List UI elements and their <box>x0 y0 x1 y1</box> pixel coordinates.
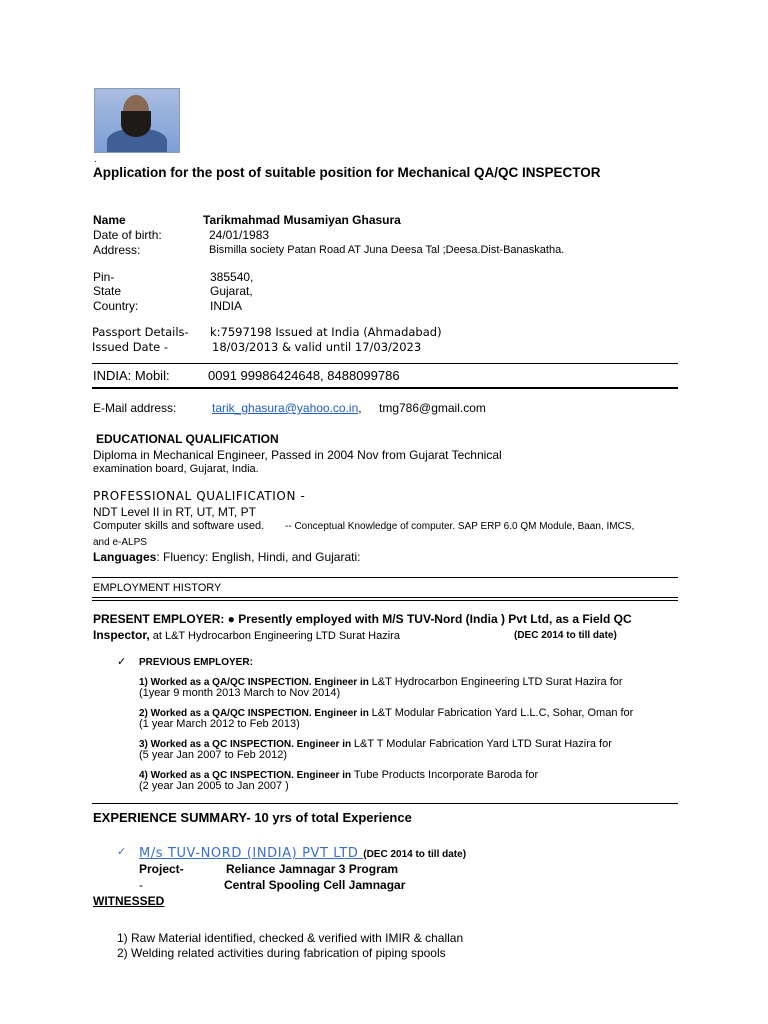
issued-value: 18/03/2013 & valid until 17/03/2023 <box>212 340 422 354</box>
previous-job-place: Tube Products Incorporate Baroda for <box>353 769 539 781</box>
previous-job-place: L&T Hydrocarbon Engineering LTD Surat Hazira for <box>371 676 623 688</box>
email-label: E-Mail address: <box>93 401 177 415</box>
education-heading: EDUCATIONAL QUALIFICATION <box>96 432 279 446</box>
country-value: INDIA <box>210 299 243 313</box>
email-link-1[interactable]: tarik_ghasura@yahoo.co.in <box>212 401 359 415</box>
issued-label: Issued Date - <box>92 340 168 354</box>
previous-job-role: 3) Worked as a QC INSPECTION. Engineer in <box>139 739 354 750</box>
education-line-2: examination board, Gujarat, India. <box>93 463 259 475</box>
passport-label: Passport Details- <box>92 325 189 339</box>
project-value: Reliance Jamnagar 3 Program <box>226 862 399 876</box>
divider <box>92 363 678 364</box>
divider <box>92 600 678 601</box>
present-employer-site: at L&T Hydrocarbon Engineering LTD Surat Hazira <box>149 630 400 642</box>
witnessed-item: 2) Welding related activities during fabrication of piping spools <box>117 946 446 960</box>
dob-value: 24/01/1983 <box>209 228 270 242</box>
present-employer-date: (DEC 2014 to till date) <box>514 630 617 641</box>
address-value: Bismilla society Patan Road AT Juna Deesa Tal ;Deesa.Dist-Banaskatha. <box>209 244 565 256</box>
checkmark-icon: ✓ <box>117 845 127 858</box>
previous-job-duration: (5 year Jan 2007 to Feb 2012) <box>139 749 287 761</box>
ndt-level: NDT Level II in RT, UT, MT, PT <box>93 505 256 519</box>
previous-job-duration: (2 year Jan 2005 to Jan 2007 ) <box>139 780 289 792</box>
previous-job-duration: (1year 9 month 2013 March to Nov 2014) <box>139 687 341 699</box>
project-dash: - <box>139 878 143 892</box>
previous-job-place: L&T T Modular Fabrication Yard LTD Surat Hazira for <box>353 738 612 750</box>
state-label: State <box>93 284 122 298</box>
company-date: (DEC 2014 to till date) <box>363 849 467 860</box>
previous-job-role: 2) Worked as a QA/QC INSPECTION. Engineer in <box>139 708 372 719</box>
name-label: Name <box>93 213 126 227</box>
languages-value: : Fluency: English, Hindi, and Gujarati: <box>156 550 361 564</box>
divider <box>92 577 678 578</box>
computer-skills-cont: and e-ALPS <box>93 537 147 548</box>
computer-skills-label: Computer skills and software used. <box>93 520 265 532</box>
employment-heading: EMPLOYMENT HISTORY <box>93 582 222 594</box>
passport-value: k:7597198 Issued at India (Ahmadabad) <box>210 325 442 339</box>
experience-heading: EXPERIENCE SUMMARY- 10 yrs of total Experience <box>93 810 412 825</box>
divider <box>92 387 678 389</box>
witnessed-heading: WITNESSED <box>93 894 165 908</box>
computer-skills-value: -- Conceptual Knowledge of computer. SAP ERP 6.0 QM Module, Baan, IMCS, <box>285 521 635 532</box>
project-label: Project- <box>139 862 184 876</box>
professional-heading: PROFESSIONAL QUALIFICATION - <box>93 489 306 503</box>
dob-label: Date of birth: <box>93 228 162 242</box>
previous-employer-heading: PREVIOUS EMPLOYER: <box>139 657 253 668</box>
witnessed-item: 1) Raw Material identified, checked & verified with IMIR & challan <box>117 931 464 945</box>
address-label: Address: <box>93 243 141 257</box>
previous-job-place: L&T Modular Fabrication Yard L.L.C, Sohar, Oman for <box>371 707 634 719</box>
present-employer-role: Inspector, <box>93 628 150 642</box>
email-2: tmg786@gmail.com <box>379 401 486 415</box>
education-line-1: Diploma in Mechanical Engineer, Passed in 2004 Nov from Gujarat Technical <box>93 448 502 462</box>
email-separator: , <box>358 401 362 415</box>
mobile-label: INDIA: Mobil: <box>93 368 170 383</box>
previous-job-duration: (1 year March 2012 to Feb 2013) <box>139 718 300 730</box>
dot-mark: . <box>94 154 97 165</box>
checkmark-icon: ✓ <box>117 655 127 668</box>
pin-value: 385540, <box>210 270 254 284</box>
country-label: Country: <box>93 299 139 313</box>
divider <box>92 597 678 598</box>
languages-label: Languages <box>93 550 157 564</box>
previous-job-role: 1) Worked as a QA/QC INSPECTION. Engineer in <box>139 677 372 688</box>
mobile-value: 0091 99986424648, 8488099786 <box>208 368 400 383</box>
previous-job-role: 4) Worked as a QC INSPECTION. Engineer in <box>139 770 354 781</box>
project-value-2: Central Spooling Cell Jamnagar <box>224 878 406 892</box>
present-employer: PRESENT EMPLOYER: ● Presently employed with M/S TUV-Nord (India ) Pvt Ltd, as a Field QC <box>93 612 632 626</box>
state-value: Gujarat, <box>210 284 253 298</box>
divider <box>92 803 678 804</box>
company-name: M/s TUV-NORD (INDIA) PVT LTD <box>139 846 364 861</box>
profile-photo <box>94 88 180 153</box>
name-value: Tarikmahmad Musamiyan Ghasura <box>203 213 401 227</box>
pin-label: Pin- <box>93 270 115 284</box>
page-title: Application for the post of suitable position for Mechanical QA/QC INSPECTOR <box>93 165 601 180</box>
